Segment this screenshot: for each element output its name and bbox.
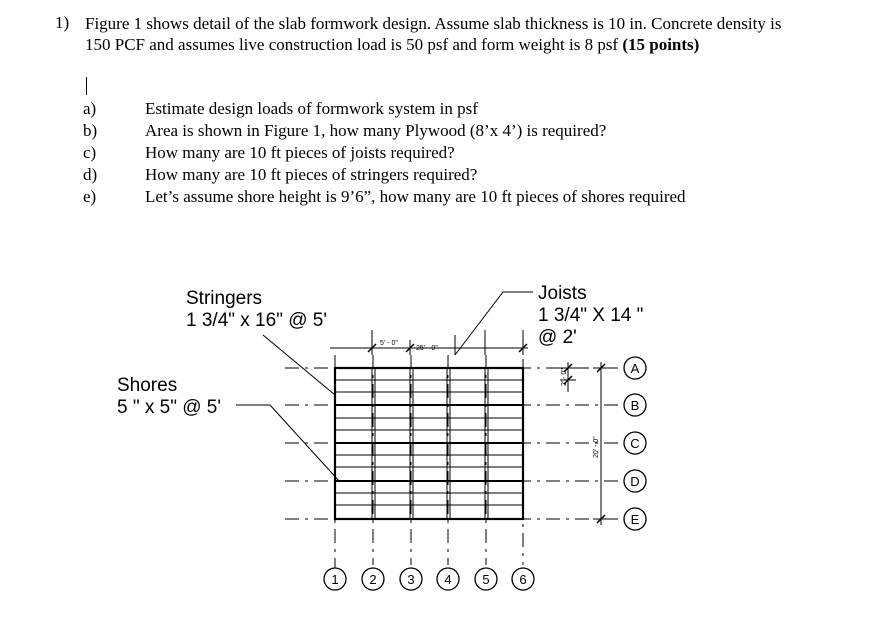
shores-spec: 5 " x 5" @ 5' (117, 397, 221, 418)
dimension-25ft: 25' - 0" (416, 345, 438, 352)
sub-question-text: Let’s assume shore height is 9’6”, how many are 10 ft pieces of shores required (145, 187, 686, 206)
joists-spacing: @ 2' (538, 327, 577, 348)
stringers-label: Stringers (186, 288, 263, 309)
grid-label-2: 2 (369, 572, 377, 587)
sub-question-label: c) (83, 143, 97, 162)
question-body: Figure 1 shows detail of the slab formwork design. Assume slab thickness is 10 in. Concrete density is 150 PCF and assumes live construction load is 50 psf and form weight is 8 psf (85, 14, 782, 54)
grid-lines-vertical (335, 330, 523, 565)
grid-label-c: C (630, 436, 640, 451)
grid-number-circles (324, 568, 534, 590)
grid-label-a: A (630, 361, 640, 376)
sub-question-label: a) (83, 99, 97, 118)
sub-question-label: b) (83, 121, 98, 140)
dimension-5ft: 5' - 0" (380, 340, 398, 347)
question-points: (15 points) (622, 35, 700, 54)
grid-label-3: 3 (407, 572, 415, 587)
grid-label-1: 1 (331, 572, 339, 587)
grid-label-6: 6 (519, 572, 527, 587)
sub-question-text: Estimate design loads of formwork system in psf (145, 99, 478, 118)
stringers-spec: 1 3/4" x 16" @ 5' (186, 310, 327, 331)
joists-leader (455, 292, 533, 355)
grid-label-d: D (630, 474, 640, 489)
question-number: 1) (55, 13, 70, 32)
dimension-2ft: 2' - 0" (561, 368, 568, 386)
sub-question-label: e) (83, 187, 97, 206)
sub-question-text: How many are 10 ft pieces of joists required? (145, 143, 455, 162)
grid-label-4: 4 (444, 572, 452, 587)
dimension-20ft: 20' - 0" (593, 436, 600, 458)
sub-question-text: How many are 10 ft pieces of stringers required? (145, 165, 478, 184)
grid-label-e: E (630, 512, 640, 527)
sub-question-text: Area is shown in Figure 1, how many Plywood (8’x 4’) is required? (145, 121, 607, 140)
grid-label-b: B (630, 398, 640, 413)
shores-label: Shores (117, 375, 178, 396)
joists-label: Joists (538, 283, 587, 304)
joists-spec: 1 3/4" X 14 " (538, 305, 644, 326)
sub-question-label: d) (83, 165, 98, 184)
grid-label-5: 5 (482, 572, 490, 587)
stringers-leader (263, 335, 335, 395)
